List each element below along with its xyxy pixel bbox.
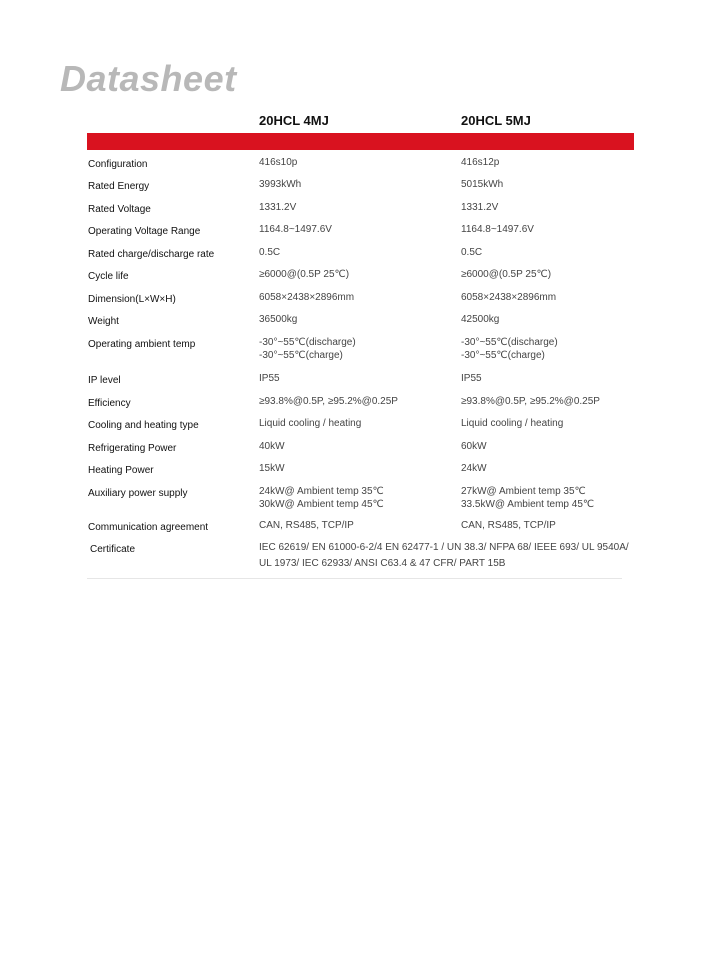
value-4mj-line1: -30°~55℃(discharge): [259, 337, 356, 348]
table-row: [87, 268, 622, 291]
value-4mj: [259, 485, 449, 511]
value-4mj: 1164.8~1497.6V: [259, 224, 332, 235]
value-4mj: [259, 336, 449, 362]
table-row: [87, 201, 622, 223]
value-5mj: Liquid cooling / heating: [461, 418, 564, 429]
value-5mj-line2: 33.5kW@ Ambient temp 45℃: [461, 499, 595, 510]
table-row: [87, 246, 622, 268]
row-label: Configuration: [88, 159, 148, 170]
value-4mj: 6058×2438×2896mm: [259, 292, 355, 303]
value-5mj-line1: 27kW@ Ambient temp 35℃: [461, 486, 586, 497]
value-4mj: 416s10p: [259, 157, 298, 168]
value-4mj: 0.5C: [259, 247, 281, 258]
row-label: Auxiliary power supply: [88, 488, 188, 499]
value-4mj: 15kW: [259, 463, 285, 474]
value-5mj-line1: -30°~55℃(discharge): [461, 337, 558, 348]
row-label: Rated charge/discharge rate: [88, 249, 215, 260]
row-label: Cycle life: [88, 271, 129, 282]
value-5mj: 416s12p: [461, 157, 500, 168]
row-label: Dimension(L×W×H): [88, 294, 176, 305]
row-label: IP level: [88, 375, 121, 386]
value-4mj: 3993kWh: [259, 179, 302, 190]
value-4mj: ≥6000@(0.5P 25℃): [259, 269, 350, 280]
row-label: Operating ambient temp: [88, 339, 196, 350]
row-label: Communication agreement: [88, 522, 209, 533]
value-4mj-line1: 24kW@ Ambient temp 35℃: [259, 486, 384, 497]
row-label: Operating Voltage Range: [88, 226, 201, 237]
certificate-line2: UL 1973/ IEC 62933/ ANSI C63.4 & 47 CFR/ PART 15B: [259, 558, 506, 569]
table-row: [87, 519, 622, 541]
value-5mj-line2: -30°~55℃(charge): [461, 350, 545, 361]
value-5mj: 60kW: [461, 441, 487, 452]
table-row: [87, 336, 622, 372]
value-5mj: CAN, RS485, TCP/IP: [461, 520, 556, 531]
value-5mj: 24kW: [461, 463, 487, 474]
value-4mj: IP55: [259, 373, 280, 384]
value-certificate: [259, 540, 629, 572]
table-row: [87, 417, 622, 440]
row-label: Rated Voltage: [88, 204, 151, 215]
value-4mj: 40kW: [259, 441, 285, 452]
row-label: Heating Power: [88, 465, 154, 476]
table-row: [87, 178, 622, 201]
value-4mj: 1331.2V: [259, 202, 297, 213]
row-label: Efficiency: [88, 398, 131, 409]
table-row: [87, 462, 622, 485]
table-row: [87, 485, 622, 519]
column-header-5mj: 20HCL 5MJ: [461, 113, 531, 128]
value-4mj: Liquid cooling / heating: [259, 418, 362, 429]
value-4mj-line2: 30kW@ Ambient temp 45℃: [259, 499, 384, 510]
value-4mj-line2: -30°~55℃(charge): [259, 350, 343, 361]
value-4mj: 36500kg: [259, 314, 298, 325]
table-row: [87, 313, 622, 336]
column-header-4mj: 20HCL 4MJ: [259, 113, 329, 128]
value-5mj: [461, 336, 631, 362]
row-label: Certificate: [90, 544, 136, 555]
value-5mj: [461, 485, 631, 511]
value-5mj: IP55: [461, 373, 482, 384]
spec-table: [87, 150, 629, 579]
row-label: Weight: [88, 316, 119, 327]
value-5mj: ≥93.8%@0.5P, ≥95.2%@0.25P: [461, 396, 600, 407]
table-row: [87, 541, 629, 578]
table-row: [87, 440, 622, 462]
table-row: [87, 395, 622, 417]
table-row: [87, 156, 622, 178]
table-row: [87, 223, 622, 246]
table-row: [87, 291, 622, 313]
header-divider-bar: [87, 133, 634, 150]
value-5mj: ≥6000@(0.5P 25℃): [461, 269, 552, 280]
value-4mj: ≥93.8%@0.5P, ≥95.2%@0.25P: [259, 396, 398, 407]
row-label: Cooling and heating type: [88, 420, 199, 431]
value-5mj: 1164.8~1497.6V: [461, 224, 534, 235]
value-5mj: 42500kg: [461, 314, 500, 325]
value-5mj: 6058×2438×2896mm: [461, 292, 557, 303]
row-label: Rated Energy: [88, 181, 150, 192]
certificate-line1: IEC 62619/ EN 61000-6-2/4 EN 62477-1 / UN 38.3/ NFPA 68/ IEEE 693/ UL 9540A/: [259, 542, 629, 553]
page-title: Datasheet: [60, 58, 237, 99]
value-4mj: CAN, RS485, TCP/IP: [259, 520, 354, 531]
value-5mj: 1331.2V: [461, 202, 499, 213]
value-5mj: 0.5C: [461, 247, 483, 258]
row-label: Refrigerating Power: [88, 443, 177, 454]
table-row: [87, 372, 622, 395]
value-5mj: 5015kWh: [461, 179, 504, 190]
